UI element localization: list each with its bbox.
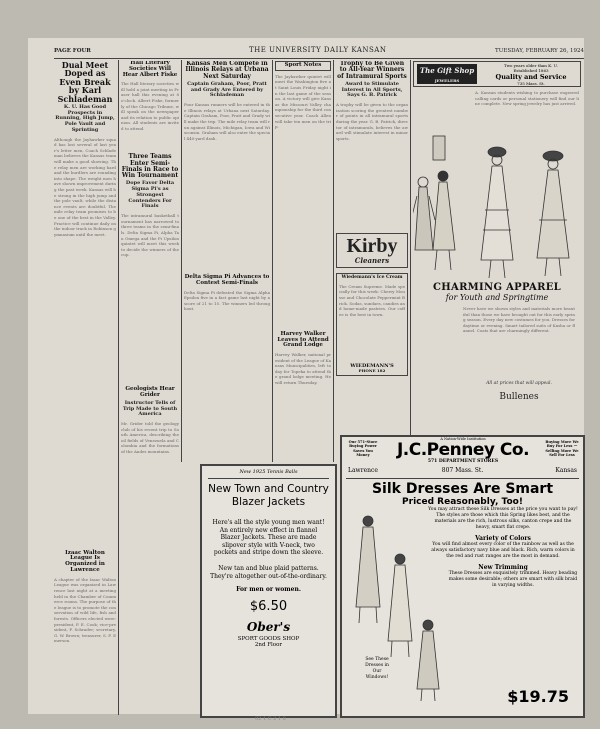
shop-quality: Quality and Service (495, 73, 567, 81)
subhead-three-teams: Dope Favor Delta Sigma Pi's as Strongest Contenders For Finals (125, 180, 175, 210)
column-rule (118, 60, 119, 715)
shop-info (482, 63, 580, 86)
penney-banner (342, 437, 583, 467)
ad-rule (346, 478, 579, 479)
see-these-dresses: See These Dresses in Our Windows! (365, 657, 389, 680)
article-body: The Jayhawker quintet will meet the Washington five at Saint Louis Friday night in the last game of the season. A victory will give Kansas the Missouri Valley championship for the third consecutive year. Coach Allen will take ten men on the trip. (275, 73, 331, 130)
headline-dual-meet: Dual Meet Doped as Even Break by Karl Schlademan (57, 61, 113, 104)
fashion-illustration (413, 130, 581, 282)
shop-jewelers: JEWELERS (434, 78, 460, 83)
penney-address-line (342, 467, 583, 477)
penney-copy (428, 507, 578, 589)
ad-rule (208, 478, 329, 479)
article-body: Never have we shown styles and materials more beautiful than those we have brought out for this early spring season. Every day new costumes for you. Dresses for daytime or evening. Smart tailored suits of Kasha or flannel. Coats that are charmingly different. (463, 306, 575, 334)
blazer-headline: New Town and Country Blazer Jackets (208, 483, 329, 508)
headline-geologists: Geologists Hear Grider (125, 386, 175, 398)
column-2 (121, 61, 179, 461)
penney-address: 807 Mass. St. (441, 467, 484, 474)
subhead-dual-meet: K. U. Has Good Prospects in Running, High Jump, Pole Vault and Sprinting (55, 103, 115, 133)
dress-illustration (348, 511, 422, 659)
penney-tagline: A Nation-Wide Institution (440, 437, 486, 441)
article-body: Mr. Grider told the geology club of his recent trip to South America, describing the oil fields of Venezuela and Colombia and the formations of the Andes mountains. (121, 421, 179, 454)
article-body: Four Kansas runners will be entered in the Illinois relays at Urbana next Saturday. Captain Graham, Poor, Pratt and Grady will make the trip. The mile relay team will run against Illinois, Michigan, Iowa and Wisconsin. Graham will also enter the special 440-yard dash. (184, 102, 270, 141)
penney-city-left: Lawrence (348, 467, 378, 474)
paper-name: THE UNIVERSITY DAILY KANSAN (249, 46, 387, 54)
ice-cream-title: Wiedemann's Ice Cream (341, 275, 403, 281)
bullenes-text-block (463, 306, 575, 402)
shop-established: Established 1863 (513, 68, 549, 73)
penney-copy-main: You may attract these Silk Dresses at the price you want to pay! The styles are those which this Spring likes best, and the materials are the rich, lustrous silks, canton crepe and the heavy, smart flat crepe. (428, 507, 578, 530)
page-label: PAGE FOUR (54, 48, 91, 54)
article-body: Harvey Walker, national president of the League of Kansas Municipalities, left today for Topeka to attend the grand lodge meeting. He will return Thursday. (275, 352, 331, 386)
new-trimming-head: New Trimming (478, 564, 528, 571)
penney-sub: 571 DEPARTMENT STORES (427, 459, 499, 464)
subhead-trophy: Award to Stimulate Interest in All Sports, Says G. B. Patrick (341, 80, 403, 99)
penney-body (342, 507, 583, 707)
store-name-bullenes: Bullenes (499, 392, 539, 402)
column-rule (181, 60, 182, 462)
column-rule (272, 60, 273, 462)
masthead (54, 46, 584, 58)
kirby-brand: Kirby (346, 235, 398, 258)
column-3 (184, 61, 270, 461)
sport-goods-shop: SPORT GOODS SHOP (237, 636, 300, 643)
blazer-description: Here's all the style young men want! An entirely new effect in flannel Blazer Jackets. These are made slipover style with V-neck, two pockets and stripe down the sleeve. (212, 519, 325, 557)
jc-penney-ad (340, 435, 585, 718)
new-trimming-body: These Dresses are exquisitely trimmed. Heavy beading makes some desirable; others are smart with silk braid in varying widths. (448, 571, 578, 588)
penney-logo-block (388, 437, 538, 464)
silk-dresses-headline: Silk Dresses Are Smart (371, 481, 554, 497)
article-body: A trophy will be given to the organization scoring the greatest number of points in all intramural sports during the year. G. B. Patrick, director of intramurals, believes the award will stimulate interest in minor sports. (336, 102, 408, 141)
headline-sport-notes: Sport Notes (275, 61, 331, 71)
headline-harvey-walker: Harvey Walker Leaves to Attend Grand Lodge (277, 330, 329, 349)
gift-shop-logo (417, 64, 477, 84)
article-body: A. Kansan students wishing to purchase engraved calling cards or personal stationery will find our line complete. New spring jewelry has just arrived. (475, 90, 579, 107)
subhead-geologists: Instructor Tells of Trip Made to South America (122, 399, 178, 418)
fashion-figures-illustration (413, 130, 581, 282)
headline-hall-literary: Hall Literary Societies Will Hear Albert Fiske (122, 61, 178, 78)
article-body: A chapter of the Izaac Walton League was organized in Lawrence last night at a meeting held in the Chamber of Commerce rooms. The purpose of the league is to promote the conservation of wild life, fish and forests. Officers elected were: president, F. E. Cook; vice-president, F. Schrader; secretary, G. W. Brown; treasurer, S. F. Emerson. (54, 576, 116, 644)
footer-marks: 02 1 C 2 1 0 (255, 716, 286, 722)
wiedemann-ad (336, 273, 408, 376)
ice-cream-body: The Cream Supreme. Made specially for this week: Cherry Mousse and Chocolate Peppermint Brick. Sodas, sundaes, candies and home-made pastries. Our coffee is the best in town. (339, 283, 405, 317)
column-5 (336, 61, 408, 433)
variety-of-colors-body: You will find almost every color of the rainbow as well as the always satisfactory navy blue and black. Rich, warm colors in the red and rust ranges are the most in demand. (431, 542, 575, 559)
shop-top: Two years older than K. U. (504, 63, 558, 68)
shop-address: 735 Mass. St. (517, 81, 545, 86)
ice-cream-footer: WIEDEMANN'S (350, 362, 394, 369)
column-rule (333, 60, 334, 462)
issue-date: TUESDAY, FEBRUARY 26, 1924 (495, 48, 584, 54)
kirby-tagline: Cleaners (354, 256, 390, 266)
masthead-rule (54, 58, 584, 59)
second-floor: 2nd Floor (254, 642, 283, 649)
article-body: Although the Jayhawker squad has lost several of last year's letter men, Coach Schlademan believes the Kansas team will make a good showing. The relay men are working hard and the hurdlers are rounding into shape. The weight men have shown improvement during the past week. Kansas will be strong in the high jump and the pole vault, while the distance events are doubtful. The mile relay team promises to be one of the best in the Valley. Practice will continue daily on the indoor track in Robinson gymnasium until the meet. (54, 136, 116, 237)
blazer-colors: New tan and blue plaid patterns. They're altogether out-of-the-ordinary. (210, 564, 327, 580)
bullenes-copy (413, 306, 581, 402)
springtime-subheading: for Youth and Springtime (445, 293, 549, 302)
charming-apparel-heading: CHARMING APPAREL (433, 282, 561, 293)
penney-right-blurb: Buying More We Buy For Less — Selling More We Sell For Less (545, 440, 579, 458)
headline-izaac-walton: Izaac Walton League Is Organized in Lawrence (65, 549, 105, 573)
gift-shop-ad (413, 61, 581, 87)
blazer-price: $6.50 (249, 599, 288, 615)
obers-blazer-ad (200, 464, 337, 718)
headline-kansas-men: Kansas Men Compete in Illinois Relays at Urbana Next Saturday (185, 61, 269, 80)
headline-three-teams: Three Teams Enter Semi-Finals in Race to Win Tournament (121, 153, 179, 180)
variety-of-colors-head: Variety of Colors (475, 535, 531, 542)
tennis-balls-line: New 1925 Tennis Balls (239, 469, 298, 475)
blazer-for: For men or women. (236, 586, 301, 594)
column-rule (410, 60, 411, 435)
subhead-kansas-men: Captain Graham, Poor, Pratt and Grady Are Entered by Schlademan (187, 80, 267, 99)
closing-line: All at prices that will appeal. (486, 381, 552, 386)
gift-shop-body (413, 90, 581, 130)
kirby-cleaners-ad (336, 233, 408, 268)
silk-dresses-subhead: Priced Reasonably, Too! (402, 497, 523, 507)
article-body: The Hall literary societies will hold a joint meeting in Fraser hall this evening at 8 o'clock. Albert Fiske, formerly of the Chicago Tribune, will speak on the newspaper and its relation to public opinion. All students are invited to attend. (121, 81, 179, 132)
dress-price: $19.75 (507, 687, 569, 706)
article-body: Delta Sigma Pi defeated the Sigma Alpha Epsilon five in a fast game last night by a score of 21 to 15. The winners led throughout. (184, 289, 270, 312)
column-4 (275, 61, 331, 461)
penney-city-right: Kansas (555, 467, 577, 474)
shop-name: The Gift Shop (419, 66, 475, 75)
headline-trophy: Trophy to Be Given to All-Year Winners of Intramural Sports (337, 61, 407, 80)
ice-cream-phone: PHONE 182 (358, 368, 386, 374)
dress-illustration (414, 617, 442, 703)
headline-delta-sigma: Delta Sigma Pi Advances to Contest Semi-Finals (184, 274, 270, 286)
column-6 (413, 61, 581, 433)
penney-logo: J.C.Penney Co. (396, 440, 530, 460)
penney-left-blurb: Our 571-Store Buying Power Saves You Money (348, 440, 378, 458)
obers-logo: Ober's (246, 620, 291, 635)
article-body: The intramural basketball tournament has narrowed to three teams in the semi-finals. Delta Sigma Pi, Alpha Tau Omega and the Pi Upsilon quintet will meet this week to decide the winners of the cup. (121, 213, 179, 258)
column-1 (54, 61, 116, 712)
